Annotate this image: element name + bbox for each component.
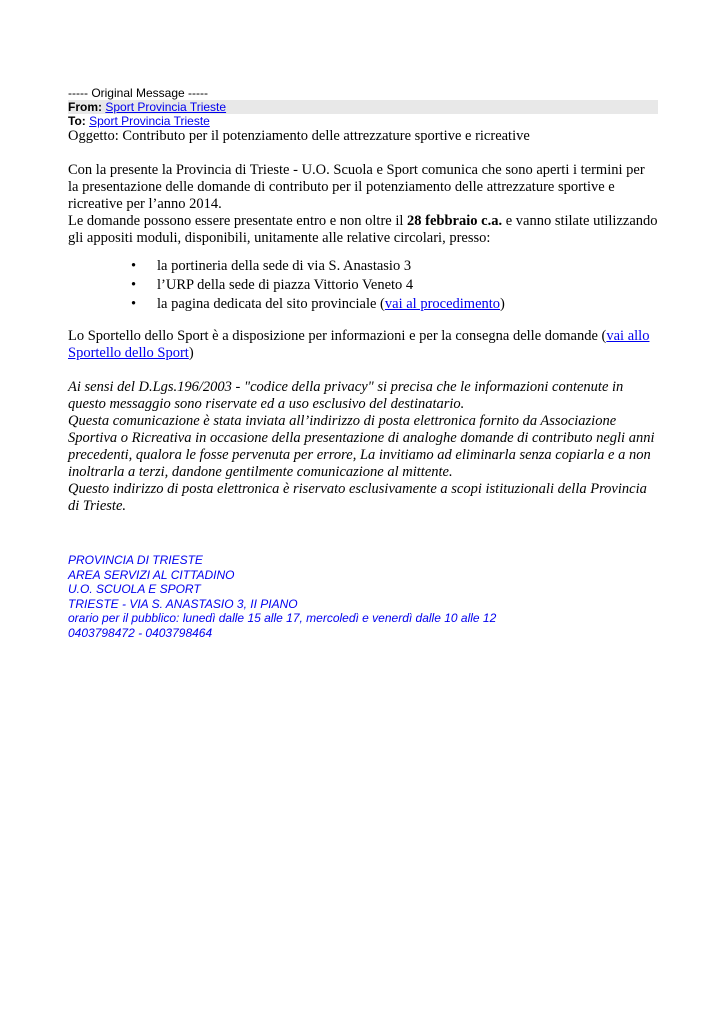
sportello-link[interactable]: vai allo Sportello dello Sport: [68, 328, 650, 361]
procedure-link[interactable]: vai al procedimento: [384, 296, 501, 312]
list-item: [131, 257, 658, 276]
signature-line: PROVINCIA DI TRIESTE: [68, 553, 203, 567]
place-text-pre: la pagina dedicata del sito provinciale (: [157, 296, 385, 312]
place-text-post: ): [500, 296, 505, 312]
message-body: [68, 162, 658, 247]
signature-line: 0403798472 - 0403798464: [68, 625, 213, 640]
signature-line: orario per il pubblico: lunedì dalle 15 alle 17, mercoledì e venerdì dalle 10 alle 12: [68, 611, 497, 625]
list-item: [131, 276, 658, 295]
bullet-icon: •: [131, 277, 137, 293]
intro-paragraph: Con la presente la Provincia di Trieste - U.O. Scuola e Sport comunica che sono aperti i termini per la presentazione delle domande di contributo per il potenziamento delle attrezzature sportive e ricreative per l’anno 2014.: [68, 162, 645, 212]
deadline-date: 28 febbraio c.a.: [407, 213, 503, 229]
list-item: [131, 295, 658, 314]
from-row: [68, 100, 658, 114]
privacy-paragraph-2: Questa comunicazione è stata inviata all’indirizzo di posta elettronica fornito da Associazione Sportiva o Ricreativa in occasione della presentazione di analoghe domande di contributo negli anni precedenti, qualora le fosse pervenuta per errore, La invitiamo ad eliminarla senza copiarla e a non inoltrarla a terzi, dandone gentilmente comunicazione al mittente.: [68, 413, 655, 480]
signature-line: TRIESTE - VIA S. ANASTASIO 3, II PIANO: [68, 596, 298, 611]
privacy-notice: [68, 379, 658, 515]
bullet-icon: •: [131, 258, 137, 274]
from-link[interactable]: Sport Provincia Trieste: [105, 100, 227, 114]
privacy-paragraph-1: Ai sensi del D.Lgs.196/2003 - "codice della privacy" si precisa che le informazioni contenute in questo messaggio sono riservate ed a uso esclusivo del destinatario.: [68, 379, 624, 412]
email-document: [68, 86, 658, 640]
to-label: To:: [68, 114, 86, 128]
sportello-paragraph: [68, 328, 658, 362]
signature-line: AREA SERVIZI AL CITTADINO: [68, 567, 235, 582]
deadline-text-pre: Le domande possono essere presentate entro e non oltre il: [68, 213, 408, 229]
original-message-line: ----- Original Message -----: [68, 86, 209, 100]
bullet-icon: •: [131, 296, 137, 312]
subject-line: Oggetto: Contributo per il potenziamento delle attrezzature sportive e ricreative: [68, 128, 530, 144]
to-link[interactable]: Sport Provincia Trieste: [89, 114, 210, 128]
to-row: [68, 114, 658, 128]
sportello-text-post: ): [188, 345, 194, 361]
places-list: [68, 257, 658, 314]
sportello-text-pre: Lo Sportello dello Sport è a disposizione per informazioni e per la consegna delle domande (: [68, 328, 607, 344]
deadline-paragraph: [68, 213, 658, 247]
signature-line: U.O. SCUOLA E SPORT: [68, 582, 201, 596]
place-text: la portineria della sede di via S. Anastasio 3: [157, 258, 412, 274]
from-label: From:: [68, 100, 102, 114]
deadline-text-post: e vanno stilate utilizzando gli appositi moduli, disponibili, unitamente alle relative circolari, presso:: [68, 213, 658, 246]
privacy-paragraph-3: Questo indirizzo di posta elettronica è riservato esclusivamente a scopi istituzionali della Provincia di Trieste.: [68, 481, 647, 514]
signature-block: [68, 553, 658, 640]
place-text: l’URP della sede di piazza Vittorio Veneto 4: [157, 277, 414, 293]
